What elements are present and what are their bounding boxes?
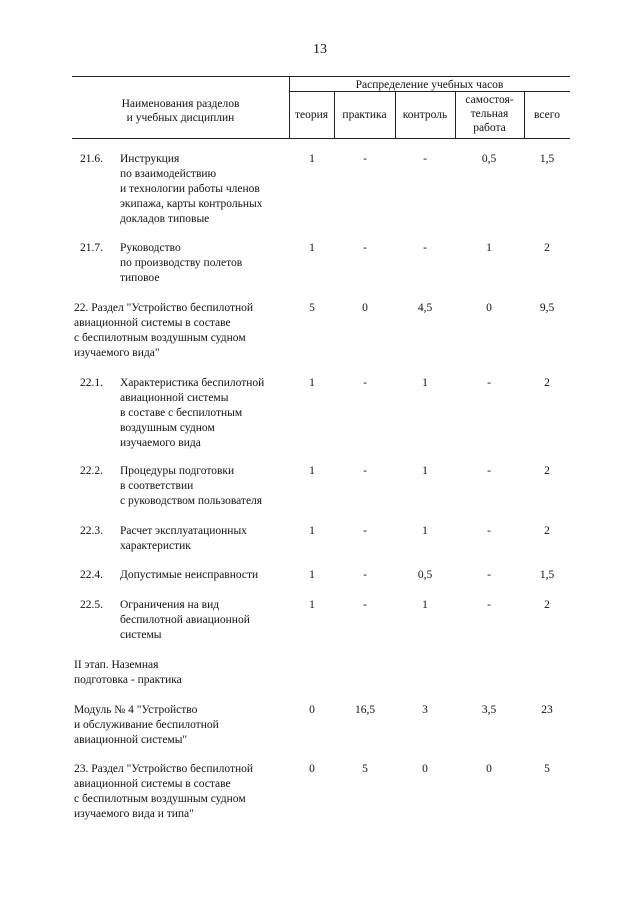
cell-practice: 16,5 <box>354 704 376 716</box>
header-col-name: Наименования разделов и учебных дисциплин <box>121 98 240 124</box>
row-code: 22.5. <box>80 599 103 611</box>
cell-control: 4,5 <box>417 302 433 314</box>
cell-self: 1 <box>486 242 492 254</box>
row-title: 22. Раздел "Устройство беспилотной авиационной системы в составе с беспилотным воздушным судном изучаемого вида" <box>74 302 254 359</box>
cell-total: 1,5 <box>539 569 555 581</box>
row-title: Допустимые неисправности <box>120 569 259 581</box>
row-code: 22.2. <box>80 465 103 477</box>
cell-self: 0 <box>486 763 492 775</box>
cell-self: 0,5 <box>481 153 497 165</box>
cell-self: - <box>487 525 491 537</box>
cell-control: - <box>423 242 427 254</box>
cell-self: - <box>487 465 491 477</box>
row-title: II этап. Наземная подготовка - практика <box>74 659 182 686</box>
row-code: 21.6. <box>80 153 103 165</box>
cell-total: 2 <box>544 599 550 611</box>
row-code: 22.1. <box>80 377 103 389</box>
header-bottom-rule <box>72 138 570 139</box>
header-col-practice: практика <box>342 109 387 121</box>
cell-total: 2 <box>544 465 550 477</box>
cell-control: 1 <box>422 465 428 477</box>
cell-control: 1 <box>422 525 428 537</box>
cell-theory: 1 <box>309 242 315 254</box>
cell-practice: - <box>363 525 367 537</box>
cell-self: 3,5 <box>481 704 497 716</box>
cell-control: 1 <box>422 599 428 611</box>
row-title: Руководство по производству полетов типовое <box>120 242 243 284</box>
page-number: 13 <box>313 42 327 57</box>
cell-practice: 0 <box>362 302 368 314</box>
row-code: 22.4. <box>80 569 103 581</box>
row-title: Расчет эксплуатационных характеристик <box>120 525 247 552</box>
row-title: Инструкция по взаимодействию и технологии работы членов экипажа, карты контрольных докладов типовые <box>120 153 263 225</box>
cell-control: 0,5 <box>417 569 433 581</box>
cell-control: 3 <box>422 704 428 716</box>
cell-control: - <box>423 153 427 165</box>
cell-total: 2 <box>544 377 550 389</box>
row-title: Ограничения на вид беспилотной авиационной системы <box>120 599 250 641</box>
cell-theory: 1 <box>309 377 315 389</box>
cell-total: 1,5 <box>539 153 555 165</box>
cell-practice: - <box>363 242 367 254</box>
row-title: 23. Раздел "Устройство беспилотной авиационной системы в составе с беспилотным воздушным судном изучаемого вида и типа" <box>74 763 254 820</box>
row-title: Модуль № 4 "Устройство и обслуживание беспилотной авиационной системы" <box>74 704 219 746</box>
cell-theory: 0 <box>309 704 315 716</box>
header-group-title: Распределение учебных часов <box>355 79 504 91</box>
table-top-rule <box>72 76 570 77</box>
cell-theory: 0 <box>309 763 315 775</box>
cell-total: 2 <box>544 525 550 537</box>
cell-theory: 1 <box>309 525 315 537</box>
cell-theory: 1 <box>309 153 315 165</box>
header-col-total: всего <box>534 109 560 121</box>
cell-control: 0 <box>422 763 428 775</box>
cell-theory: 1 <box>309 569 315 581</box>
cell-practice: - <box>363 377 367 389</box>
cell-theory: 1 <box>309 465 315 477</box>
row-code: 22.3. <box>80 525 103 537</box>
cell-practice: - <box>363 153 367 165</box>
cell-total: 2 <box>544 242 550 254</box>
header-col-self: самостоя- тельная работа <box>465 94 514 134</box>
cell-self: - <box>487 599 491 611</box>
row-title: Процедуры подготовки в соответствии с руководством пользователя <box>120 465 263 507</box>
row-title: Характеристика беспилотной авиационной системы в составе с беспилотным воздушным судном изучаемого вида <box>120 377 265 449</box>
cell-practice: - <box>363 465 367 477</box>
cell-practice: - <box>363 599 367 611</box>
header-col-theory: теория <box>294 109 329 121</box>
cell-control: 1 <box>422 377 428 389</box>
header-col-control: контроль <box>402 109 448 121</box>
cell-self: - <box>487 569 491 581</box>
cell-total: 5 <box>544 763 550 775</box>
cell-self: - <box>487 377 491 389</box>
cell-practice: 5 <box>362 763 368 775</box>
cell-theory: 1 <box>309 599 315 611</box>
cell-self: 0 <box>486 302 492 314</box>
cell-total: 9,5 <box>539 302 555 314</box>
cell-total: 23 <box>541 704 553 716</box>
cell-theory: 5 <box>309 302 315 314</box>
row-code: 21.7. <box>80 242 103 254</box>
cell-practice: - <box>363 569 367 581</box>
